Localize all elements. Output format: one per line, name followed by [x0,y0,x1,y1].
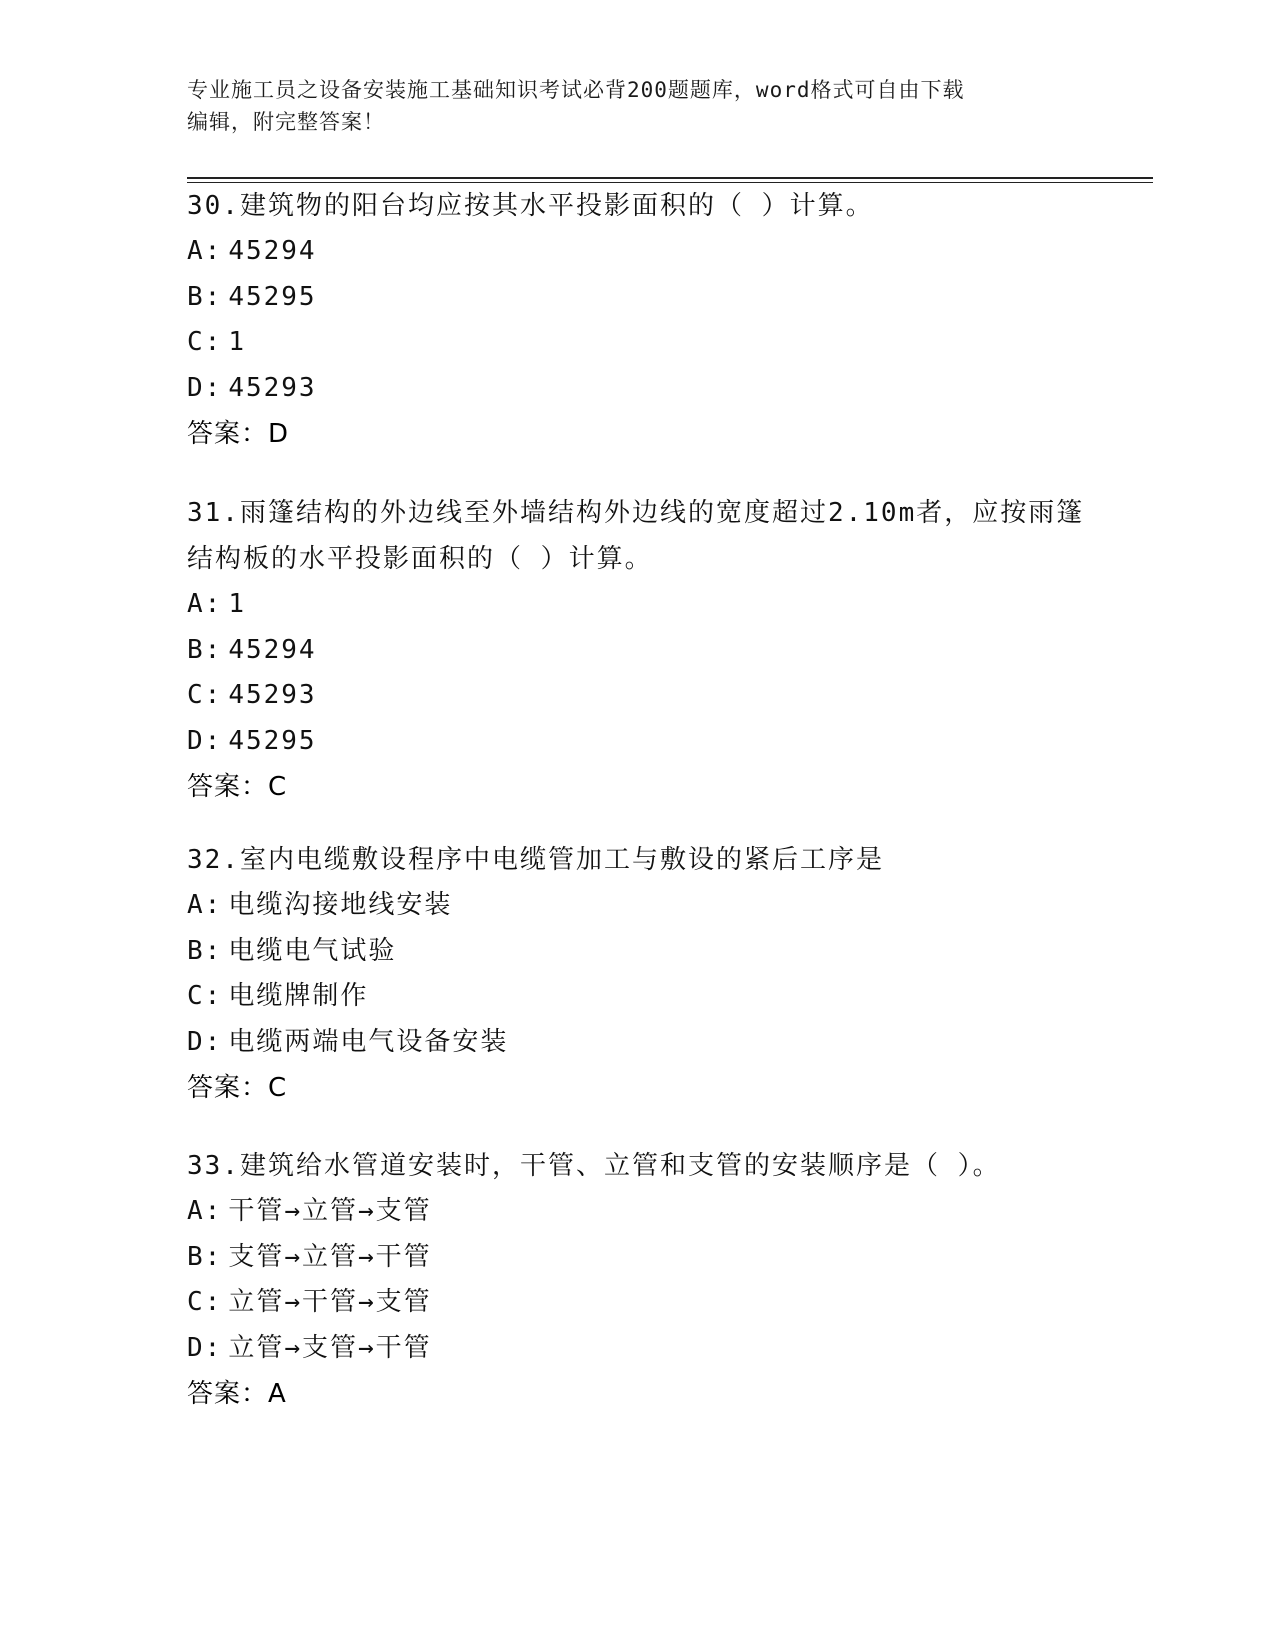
option-key: A: [187,890,223,920]
option-c [187,320,1087,366]
question-31 [187,490,1087,810]
option-d [187,1020,1087,1066]
option-d [187,366,1087,412]
option-key: D: [187,372,223,403]
option-b [187,1235,1087,1281]
option-key: A: [187,589,223,619]
option-key: D: [187,1026,223,1057]
header-divider-thick [187,177,1153,179]
option-key: C: [187,1287,223,1317]
question-stem: 32.室内电缆敷设程序中电缆管加工与敷设的紧后工序是 [187,845,884,875]
option-key: D: [187,725,223,756]
document-header [187,74,1087,138]
option-key: D: [187,1332,223,1363]
option-key: C: [187,981,223,1011]
option-a [187,883,1087,929]
option-key: B: [187,935,223,966]
answer-label: 答案：D [187,419,290,449]
question-33 [187,1143,1087,1417]
option-c [187,974,1087,1020]
option-key: C: [187,680,223,710]
option-d [187,1326,1087,1372]
answer-label: 答案：C [187,772,288,802]
option-a [187,582,1087,628]
option-value: 支管→立管→干管 [228,1241,432,1272]
option-value: 1 [228,327,246,357]
header-title-line-1: 专业施工员之设备安装施工基础知识考试必背200题题库，word格式可自由下载 [187,78,965,102]
option-key: A: [187,1196,223,1226]
option-value: 立管→干管→支管 [228,1287,432,1317]
option-c [187,673,1087,719]
option-a [187,1189,1087,1235]
option-value: 电缆牌制作 [228,981,369,1011]
option-b [187,275,1087,321]
header-title-line-2: 编辑，附完整答案！ [187,110,385,134]
option-b [187,628,1087,674]
question-30 [187,183,1087,457]
option-value: 立管→支管→干管 [228,1332,432,1363]
option-value: 1 [228,589,246,619]
option-d [187,719,1087,765]
option-key: B: [187,281,223,312]
option-key: B: [187,1241,223,1272]
question-stem: 30.建筑物的阳台均应按其水平投影面积的（ ）计算。 [187,191,874,221]
option-c [187,1280,1087,1326]
option-a [187,229,1087,275]
option-value: 45293 [228,372,317,403]
question-stem: 33.建筑给水管道安装时，干管、立管和支管的安装顺序是（ ）。 [187,1151,1001,1181]
option-value: 45294 [228,634,317,665]
option-b [187,929,1087,975]
question-32 [187,837,1087,1111]
option-value: 45295 [228,281,317,312]
option-value: 电缆电气试验 [228,935,397,966]
option-value: 45295 [228,725,317,756]
option-value: 电缆两端电气设备安装 [228,1026,509,1057]
answer-label: 答案：A [187,1379,287,1409]
option-key: A: [187,236,223,266]
option-key: C: [187,327,223,357]
question-stem: 31.雨篷结构的外边线至外墙结构外边线的宽度超过2.10m者，应按雨篷结构板的水平投影面积的（ ）计算。 [187,498,1085,574]
option-value: 45293 [228,680,317,710]
option-value: 干管→立管→支管 [228,1196,432,1226]
option-key: B: [187,634,223,665]
option-value: 45294 [228,236,317,266]
answer-label: 答案：C [187,1073,288,1103]
option-value: 电缆沟接地线安装 [228,890,453,920]
